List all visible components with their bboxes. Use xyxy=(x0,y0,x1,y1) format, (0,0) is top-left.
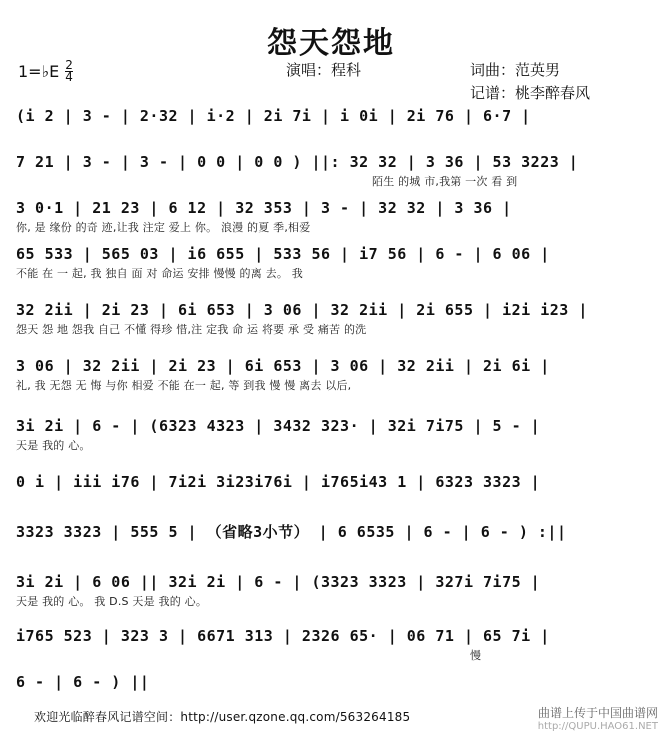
score-line-6 xyxy=(16,354,652,394)
notes-line-8: 0 i | iii i76 | 7i2i 3i23i76i | i765i43 1 | 6323 3323 | xyxy=(16,473,541,491)
singer-label: 演唱：程科 xyxy=(286,61,362,79)
time-signature xyxy=(65,60,73,83)
score-line-12 xyxy=(16,670,652,710)
logo-text: 曲谱上传于中国曲谱网 xyxy=(537,706,658,720)
lyrics-line-6: 礼, 我 无怨 无 悔 与你 相爱 不能 在一 起, 等 到我 慢 慢 离去 以后, xyxy=(16,379,352,392)
notes-line-6: 3 06 | 32 2ii | 2i 23 | 6i 653 | 3 06 | 32 2ii | 2i 6i | xyxy=(16,357,550,375)
score-line-2 xyxy=(16,150,652,190)
score-line-4 xyxy=(16,242,652,282)
page-title: 怨天怨地 xyxy=(267,26,395,61)
notes-line-4: 65 533 | 565 03 | i6 655 | 533 56 | i7 56 | 6 - | 6 06 | xyxy=(16,245,550,263)
score-line-3 xyxy=(16,196,652,236)
score-line-11 xyxy=(16,624,652,664)
time-signature-bottom: 4 xyxy=(65,70,73,84)
logo-site: http://QUPU.HAO61.NET xyxy=(537,721,658,732)
score-line-9 xyxy=(16,520,652,560)
score-line-7 xyxy=(16,414,652,454)
notes-line-11: i765 523 | 323 3 | 6671 313 | 2326 65· | 06 71 | 65 7i | xyxy=(16,627,550,645)
notes-line-10: 3i 2i | 6 06 || 32i 2i | 6 - | (3323 3323 | 327i 7i75 | xyxy=(16,573,541,591)
writer-label: 词曲：范英男 xyxy=(470,61,561,79)
score-line-10 xyxy=(16,570,652,610)
notes-line-9: 3323 3323 | 555 5 | （省略3小节） | 6 6535 | 6 - | 6 - ) :|| xyxy=(16,523,567,541)
lyrics-line-1 xyxy=(16,128,652,144)
lyrics-line-9 xyxy=(16,544,652,560)
notes-line-7: 3i 2i | 6 - | (6323 4323 | 3432 323· | 32i 7i75 | 5 - | xyxy=(16,417,541,435)
lyrics-line-10: 天是 我的 心。 我 D.S 天是 我的 心。 xyxy=(16,595,208,608)
key-signature xyxy=(18,60,73,83)
lyrics-line-8 xyxy=(16,494,652,510)
key-label: 1=♭E xyxy=(18,62,60,81)
logo xyxy=(538,706,658,734)
score-line-5 xyxy=(16,298,652,338)
score-line-8 xyxy=(16,470,652,510)
lyrics-line-7: 天是 我的 心。 xyxy=(16,439,91,452)
notes-line-1: (i 2 | 3 - | 2·32 | i·2 | 2i 7i | i 0i | 2i 76 | 6·7 | xyxy=(16,107,531,125)
lyrics-line-4: 不能 在 一 起, 我 独自 面 对 命运 安排 慢慢 的离 去。 我 xyxy=(16,267,303,280)
notes-line-3: 3 0·1 | 21 23 | 6 12 | 32 353 | 3 - | 32 32 | 3 36 | xyxy=(16,199,512,217)
footer-text: 欢迎光临醉春风记谱空间：http://user.qzone.qq.com/563264185 xyxy=(34,710,411,724)
lyrics-line-11: 慢 xyxy=(470,649,482,662)
notes-line-2: 7 21 | 3 - | 3 - | 0 0 | 0 0 ) ||: 32 32 | 3 36 | 53 3223 | xyxy=(16,153,579,171)
score-line-1 xyxy=(16,104,652,144)
notes-line-5: 32 2ii | 2i 23 | 6i 653 | 3 06 | 32 2ii | 2i 655 | i2i i23 | xyxy=(16,301,588,319)
lyrics-line-3: 你, 是 缘份 的奇 迹,让我 注定 爱上 你。 浪漫 的夏 季,相爱 xyxy=(16,221,311,234)
transcriber-label: 记谱：桃李醉春风 xyxy=(470,84,591,102)
score xyxy=(0,104,662,704)
notes-line-12: 6 - | 6 - ) || xyxy=(16,673,150,691)
lyrics-line-2: 陌生 的城 市,我第 一次 看 到 xyxy=(372,175,518,188)
time-signature-top: 2 xyxy=(65,58,73,72)
lyrics-line-5: 怨天 怨 地 怨我 自己 不懂 得珍 惜,注 定我 命 运 将要 承 受 痛苦 的洗 xyxy=(16,323,367,336)
